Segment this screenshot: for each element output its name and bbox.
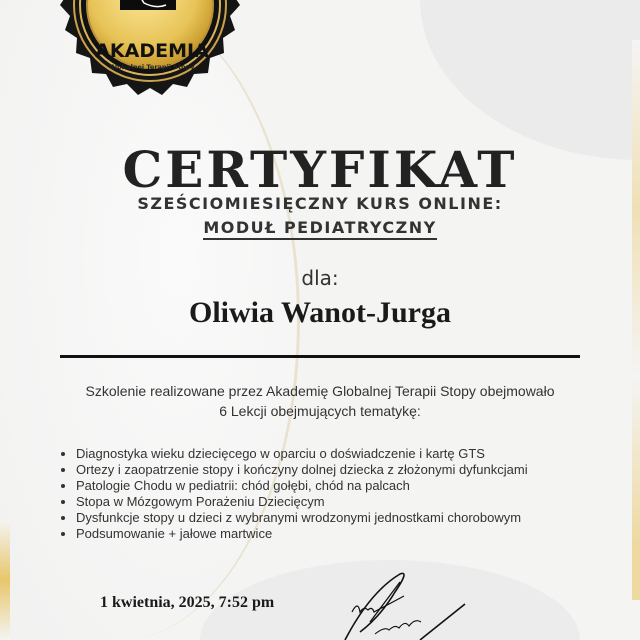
course-subtitle: SZEŚCIOMIESIĘCZNY KURS ONLINE:: [137, 194, 503, 213]
list-item: • Diagnostyka wieku dziecięcego w oparciu o doświadczenie i kartę GTS: [76, 446, 582, 462]
list-item: • Patologie Chodu w pediatrii: chód gołębi, chód na palcach: [76, 478, 582, 494]
logo-tagline-text: Globalnej Terapii Stopy: [109, 63, 195, 71]
topics-list: [62, 446, 582, 542]
logo-name-text: AKADEMIA: [95, 40, 209, 62]
certificate-title: CERTYFIKAT: [122, 140, 518, 199]
intro-line: 6 Lekcji obejmujących tematykę:: [219, 403, 421, 419]
academy-logo-seal: [40, 0, 260, 120]
list-item: • Dysfunkcje stopy u dzieci z wybranymi wrodzonymi jednostkami chorobowym: [76, 510, 582, 526]
for-label: dla:: [301, 266, 339, 290]
list-item: • Stopa w Mózgowym Porażeniu Dziecięcym: [76, 494, 582, 510]
intro-line: Szkolenie realizowane przez Akademię Globalnej Terapii Stopy obejmowało: [85, 383, 555, 399]
module-subtitle-text: MODUŁ PEDIATRYCZNY: [203, 218, 436, 240]
module-subtitle: [0, 218, 640, 237]
recipient-name: Oliwia Wanot-Jurga: [189, 296, 451, 329]
issue-date: 1 kwietnia, 2025, 7:52 pm: [100, 594, 275, 611]
intro-text: [0, 381, 640, 421]
signature: [340, 572, 490, 640]
list-item: • Ortezy i zaopatrzenie stopy i kończyny dolnej dziecka z złożonymi dyfunkcjami: [76, 462, 582, 478]
divider: [60, 355, 580, 358]
background-curve: [420, 0, 640, 160]
list-item: • Podsumowanie + jałowe martwice: [76, 526, 582, 542]
gold-accent: [0, 520, 10, 640]
